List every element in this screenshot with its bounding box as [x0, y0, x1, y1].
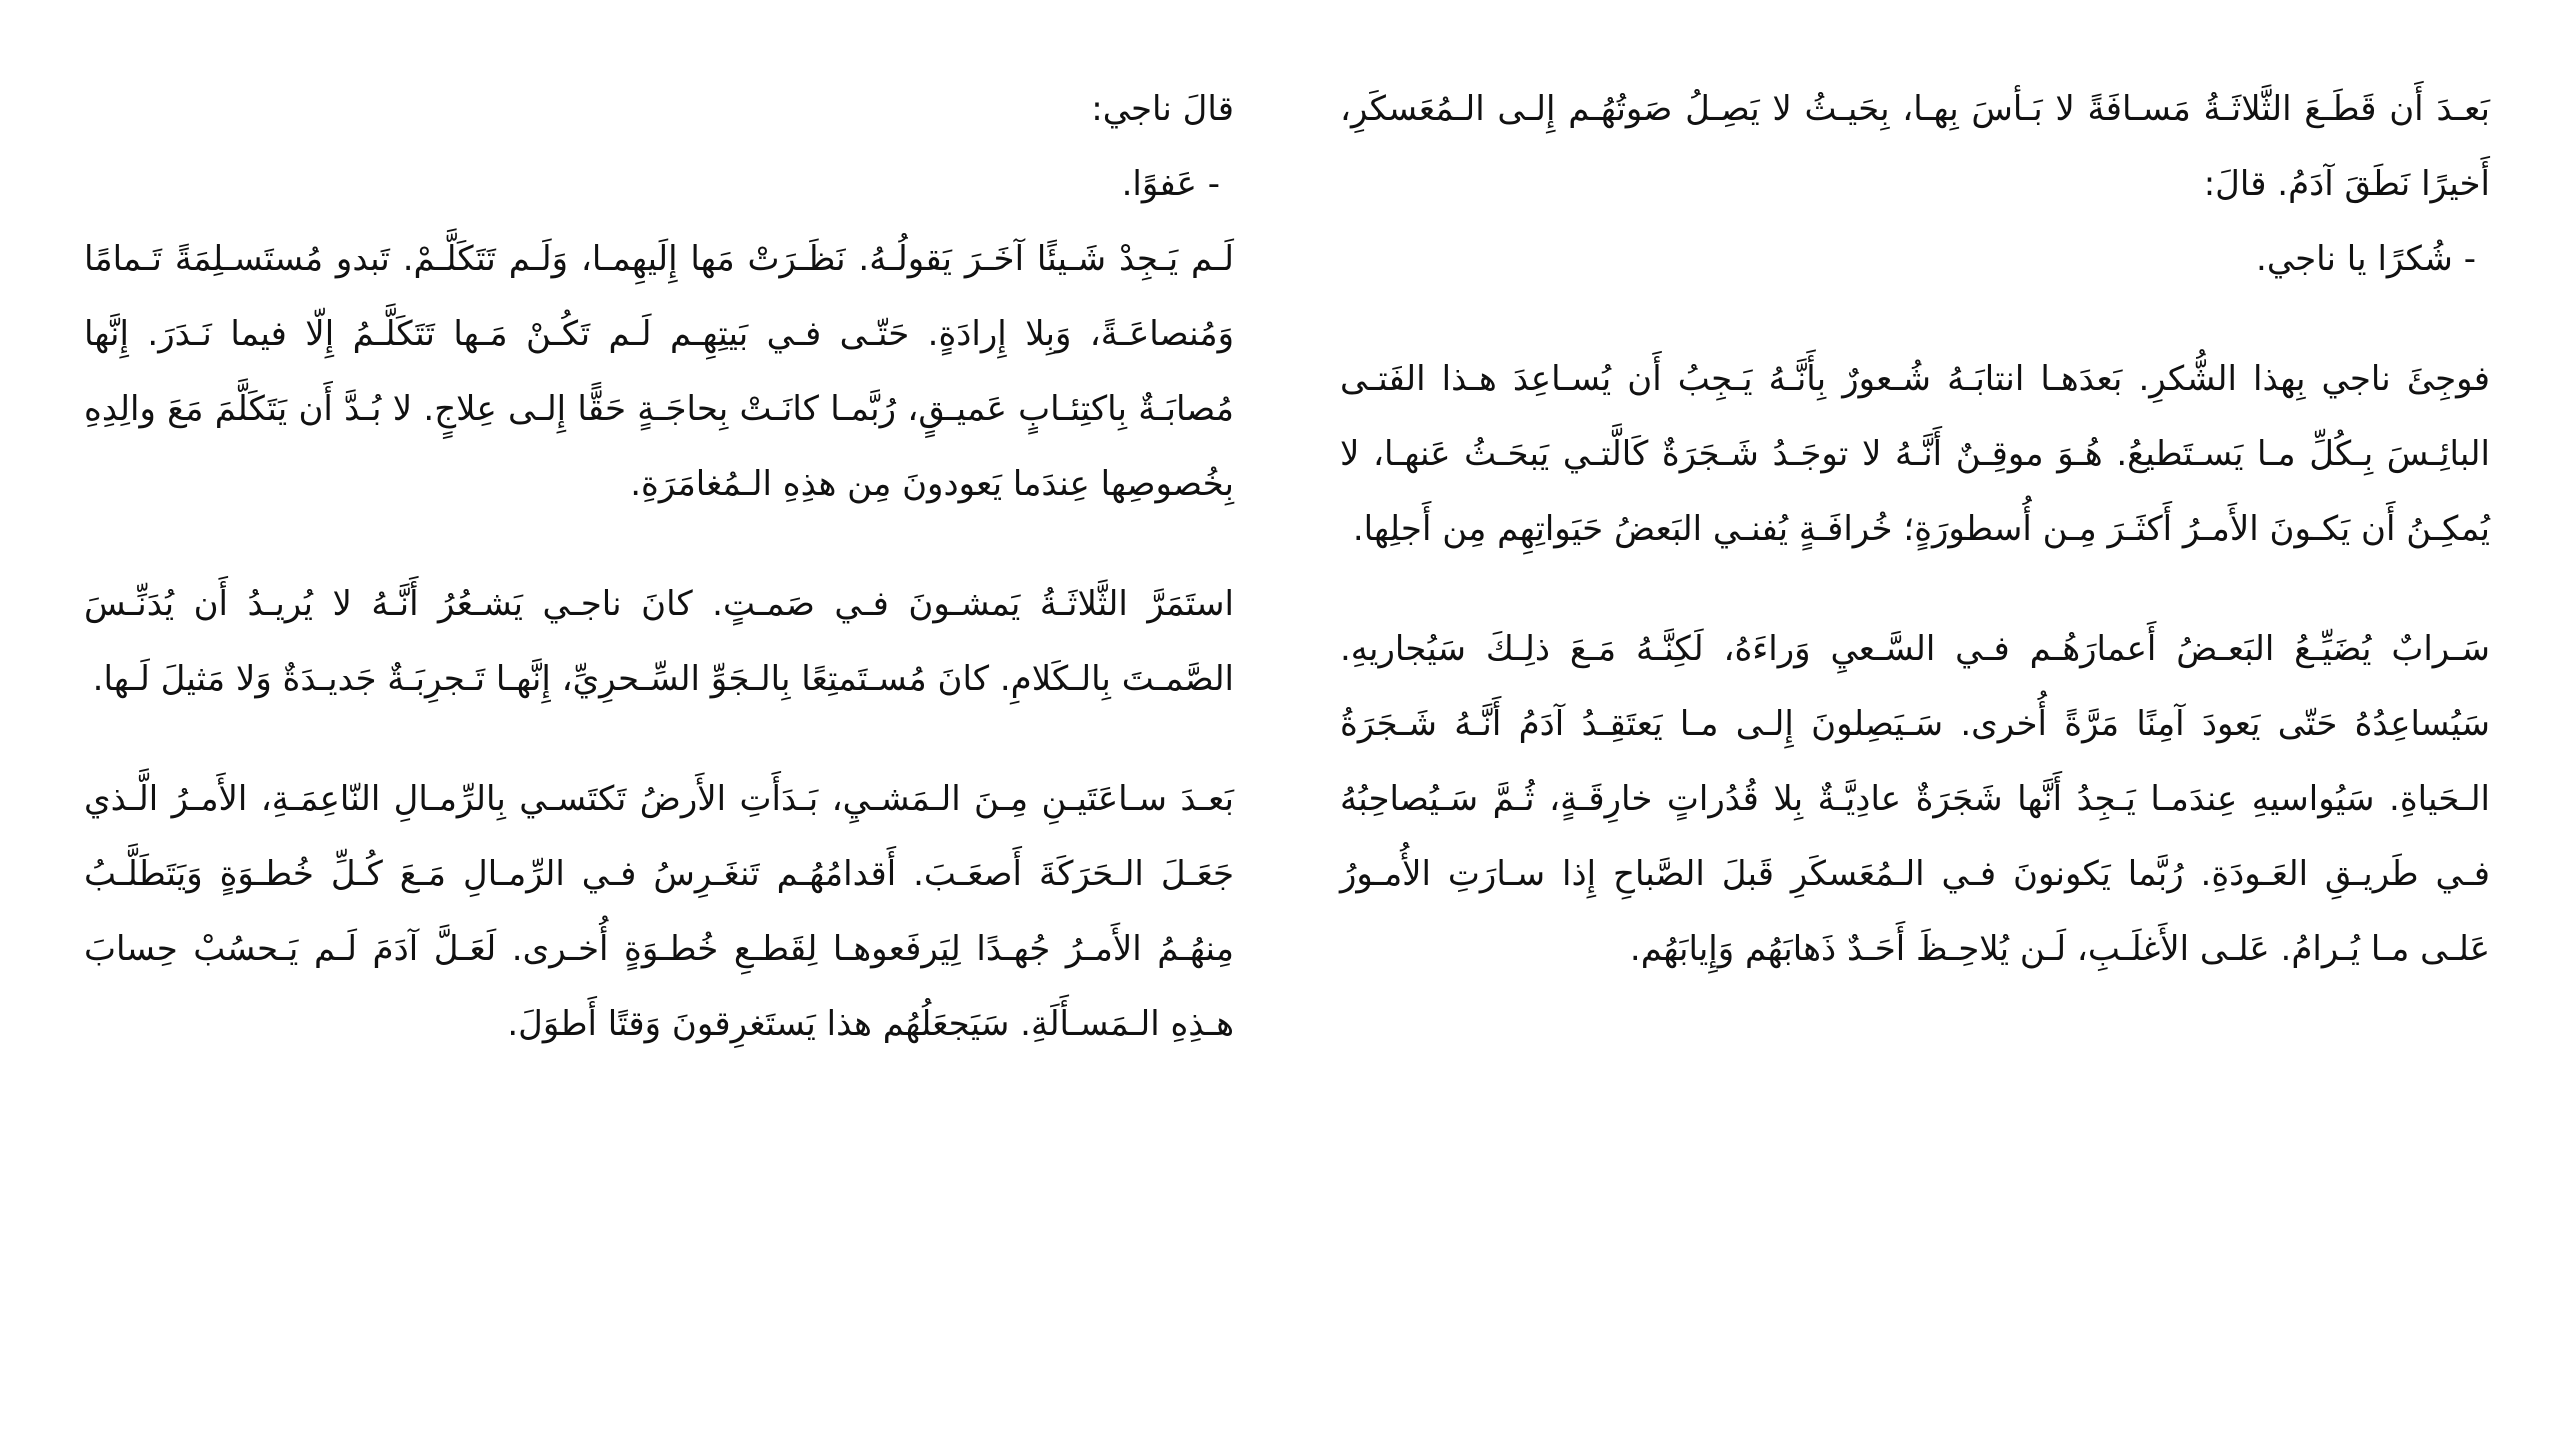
paragraph: لَـم يَـجِدْ شَـيئًا آخَـرَ يَقولُـهُ. نَظَـرَتْ مَها إِلَيهِمـا، وَلَـم تَتَكَلَّـمْ. تَبدو مُستَسـلِمَةً تَـمامًا وَمُنصاعَـةً، وَبِلا إِرادَةٍ. حَتّـى فـي بَيتِهِـم لَـم تَكُـنْ مَـها تَتَكَلَّـمُ إِلّا فيما نَـدَرَ. إِنَّها مُصابَـةٌ بِاكتِئـابٍ عَميـقٍ، رُبَّمـا كانَـتْ بِحاجَـةٍ حَقًّا إِلـى عِلاجٍ. لا بُـدَّ أَن يَتَكَلَّمَ مَعَ والِدِهِ بِخُصوصِها عِندَما يَعودونَ مِن هذِهِ الـمُغامَرَةِ. [84, 239, 1234, 504]
paragraph: سَـرابٌ يُضَيِّـعُ البَعـضُ أَعمارَهُـم فـي السَّـعيِ وَراءَهُ، لَكِنَّـهُ مَـعَ ذلِـكَ سَيُجاريهِ. سَيُساعِدُهُ حَتّى يَعودَ آمِنًا مَرَّةً أُخرى. سَـيَصِلونَ إِلـى مـا يَعتَقِـدُ آدَمُ أَنَّـهُ شَـجَرَةُ الـحَياةِ. سَيُواسيهِ عِندَمـا يَـجِدُ أَنَّها شَجَرَةٌ عادِيَّـةٌ بِلا قُدُراتٍ خارِقَـةٍ، ثُـمَّ سَـيُصاحِبُهُ فـي طَريـقِ العَـودَةِ. رُبَّما يَكونونَ فـي الـمُعَسكَرِ قَبلَ الصَّباحِ إِذا سـارَتِ الأُمـورُ عَلـى مـا يُـرامُ. عَلـى الأَغلَـبِ، لَـن يُلاحِـظَ أَحَـدٌ ذَهابَهُم وَإِيابَهُم. [1340, 629, 2490, 969]
paragraph: بَعـدَ سـاعَتَيـنِ مِـنَ الـمَشـيِ، بَـدَأَتِ الأَرضُ تَكتَسـي بِالرِّمـالِ النّاعِمَـةِ، الأَمـرُ الَّـذي جَعَـلَ الـحَرَكَةَ أَصعَـبَ. أَقدامُهُـم تَنغَـرِسُ فـي الرِّمـالِ مَـعَ كُـلِّ خُطـوَةٍ وَيَتَطَلَّـبُ مِنهُـمُ الأَمـرُ جُهـدًا لِيَرفَعوهـا لِقَطـعِ خُطـوَةٍ أُخـرى. لَعَـلَّ آدَمَ لَـم يَـحسُبْ حِسابَ هـذِهِ الـمَسـأَلَةِ. سَيَجعَلُهُم هذا يَستَغرِقونَ وَقتًا أَطوَلَ. [84, 779, 1234, 1044]
paragraph: بَعـدَ أَن قَطَـعَ الثَّلاثَـةُ مَسـافَةً لا بَـأسَ بِهـا، بِحَيـثُ لا يَصِـلُ صَوتُهُـم إِلـى الـمُعَسكَرِ، أَخيرًا نَطَقَ آدَمُ. قالَ: [1340, 89, 2490, 204]
dialogue-line: - عَفوًا. [1121, 164, 1220, 204]
right-page [1340, 72, 2490, 987]
left-page [84, 72, 1234, 1062]
paragraph: قالَ ناجي: [1091, 89, 1234, 129]
paragraph: استَمَرَّ الثَّلاثَـةُ يَمشـونَ فـي صَمـتٍ. كانَ ناجـي يَشـعُرُ أَنَّـهُ لا يُريـدُ أَن يُدَنِّـسَ الصَّمـتَ بِالـكَلامِ. كانَ مُسـتَمتِعًا بِالـجَوِّ السِّـحرِيِّ، إِنَّهـا تَـجرِبَـةٌ جَديـدَةٌ وَلا مَثيلَ لَـها. [84, 584, 1234, 699]
paragraph: فوجِئَ ناجي بِهذا الشُّكرِ. بَعدَهـا انتابَـهُ شُـعورٌ بِأَنَّـهُ يَـجِبُ أَن يُسـاعِدَ هـذا الفَتـى البائِـسَ بِـكُلِّ مـا يَسـتَطيعُ. هُـوَ موقِـنٌ أَنَّـهُ لا توجَـدُ شَـجَرَةٌ كَالَّتـي يَبحَـثُ عَنهـا، لا يُمكِـنُ أَن يَكـونَ الأَمـرُ أَكثَـرَ مِـن أُسطورَةٍ؛ خُرافَـةٍ يُفنـي البَعضُ حَيَواتِهِم مِن أَجلِها. [1340, 359, 2490, 549]
dialogue-line: - شُكرًا يا ناجي. [2256, 239, 2476, 279]
